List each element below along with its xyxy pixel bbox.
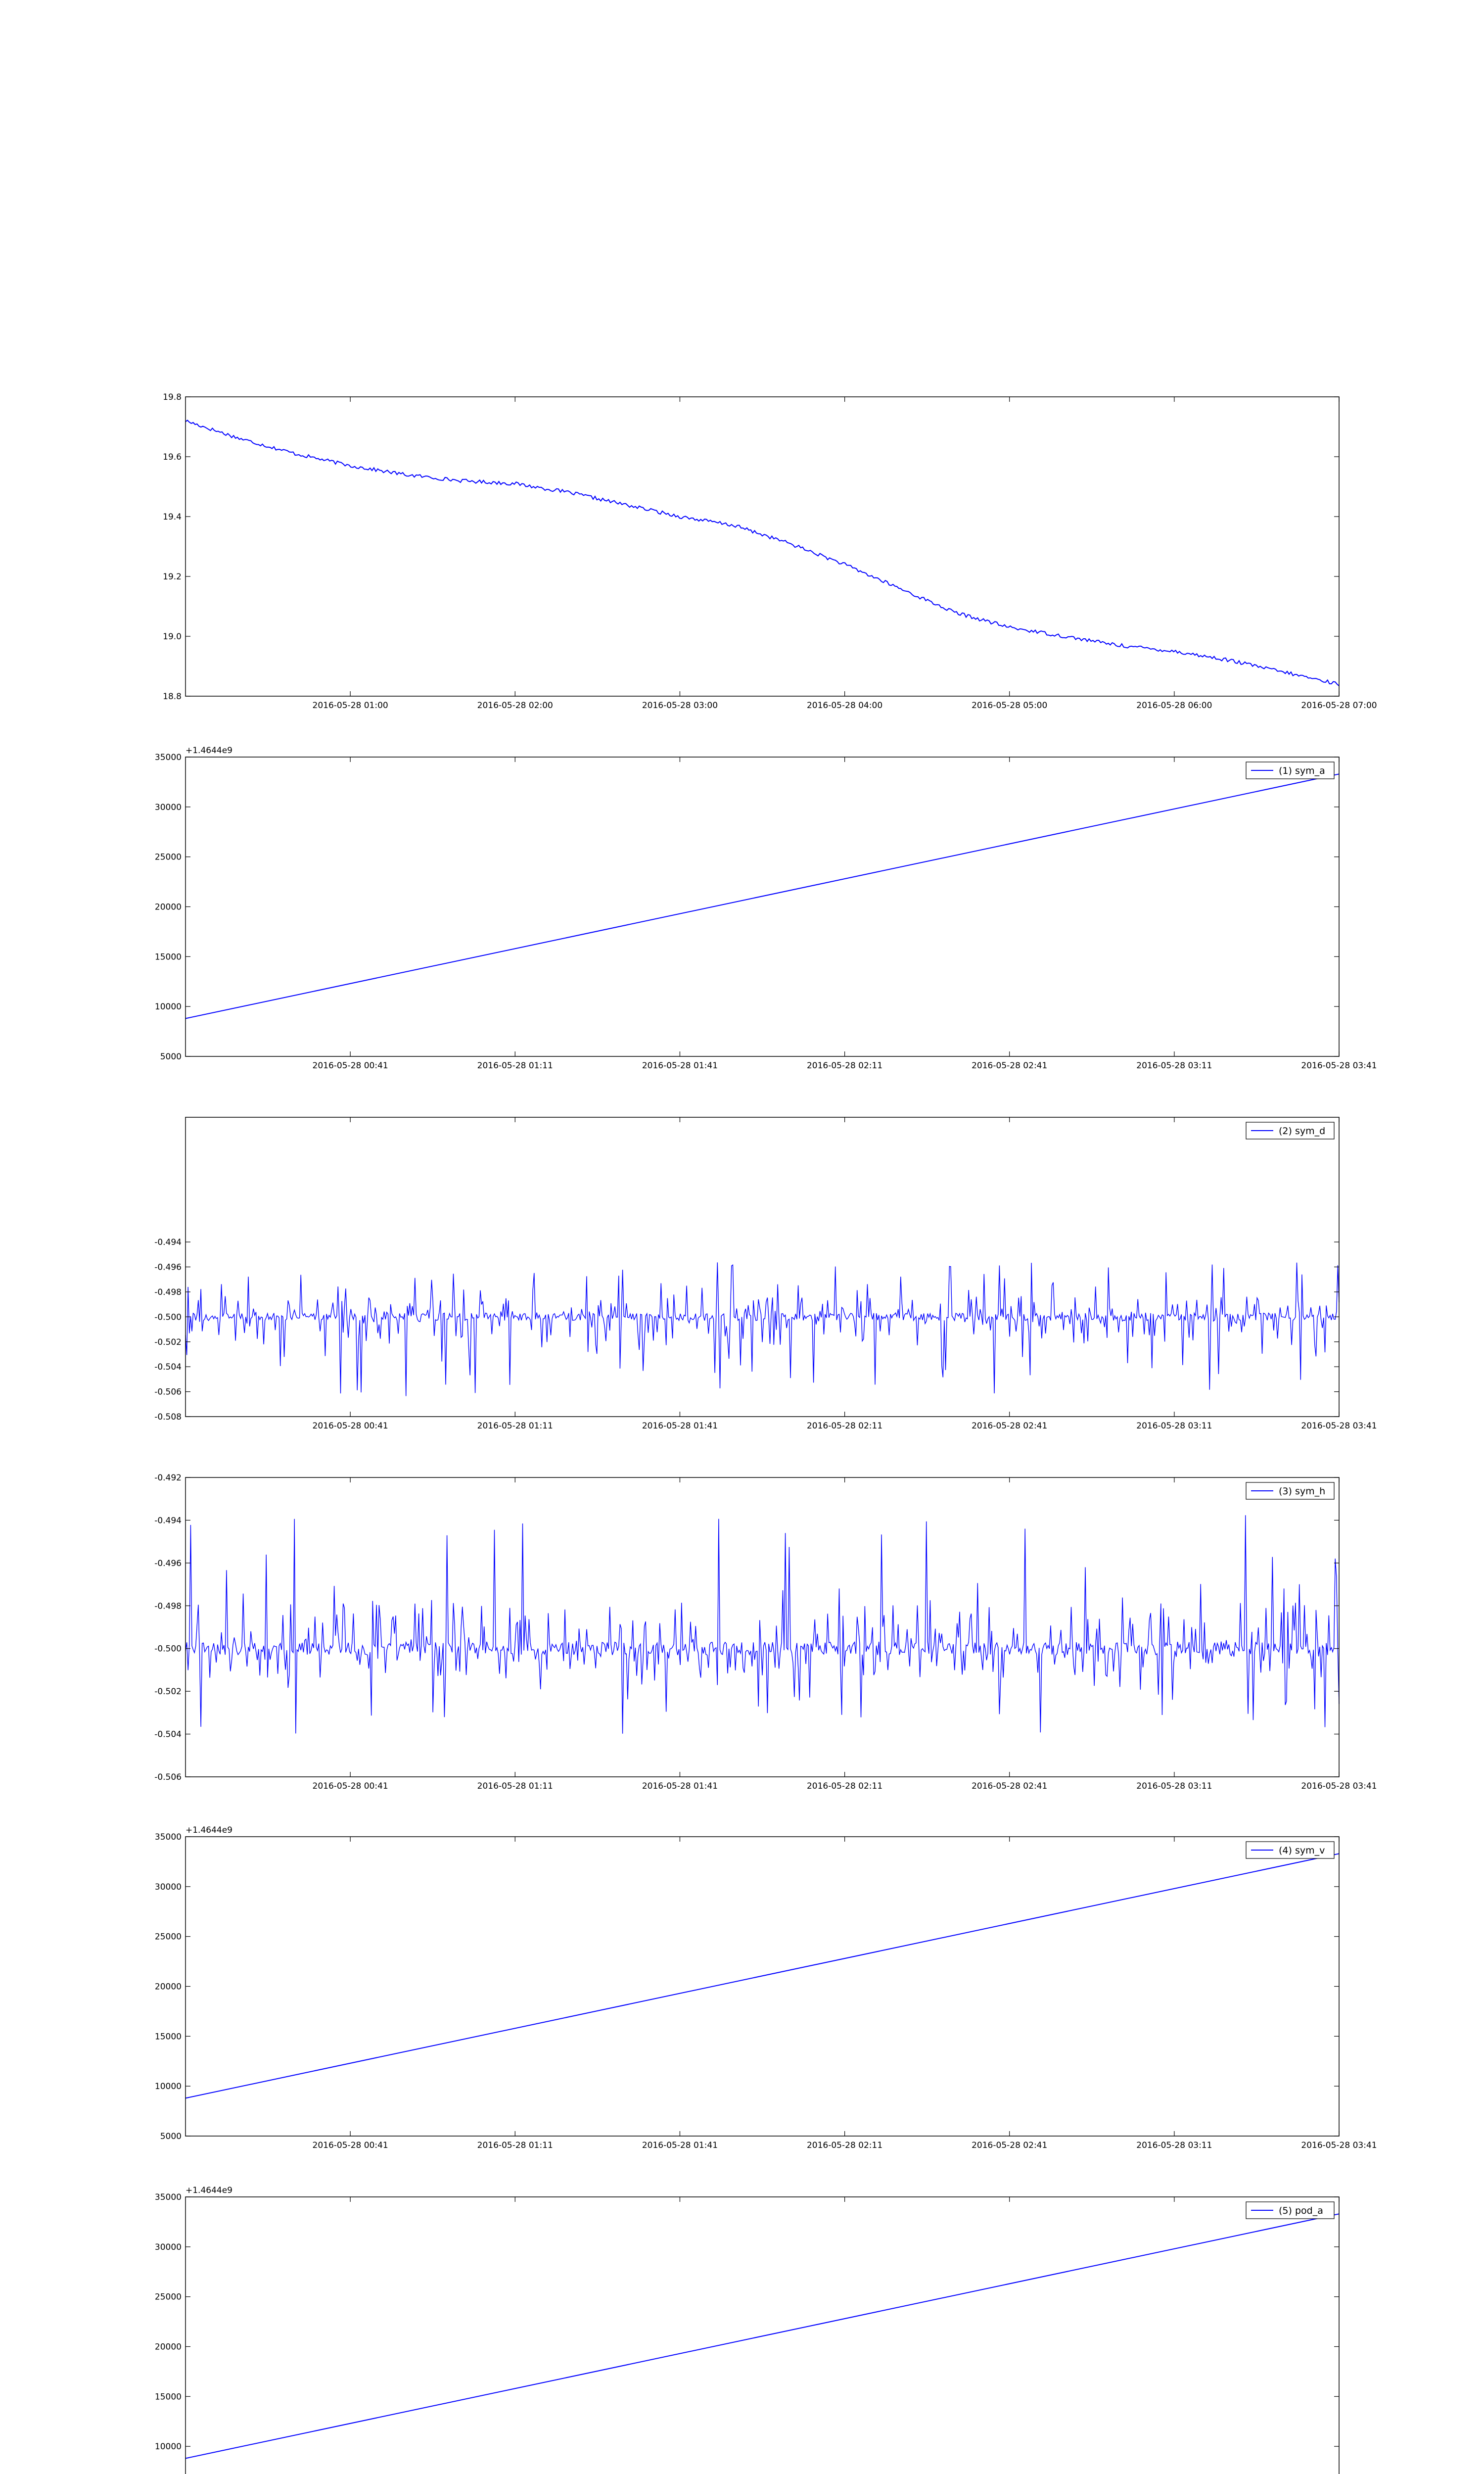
- y-tick-label: 19.4: [163, 512, 182, 522]
- x-tick-label: 2016-05-28 03:41: [1301, 1781, 1377, 1791]
- x-tick-label: 2016-05-28 02:41: [972, 1421, 1048, 1431]
- x-tick-label: 2016-05-28 01:11: [477, 1421, 553, 1431]
- x-tick-label: 2016-05-28 03:11: [1136, 1781, 1212, 1791]
- x-axis: [313, 1837, 1377, 2150]
- x-tick-label: 2016-05-28 00:41: [312, 1421, 388, 1431]
- y-axis: [155, 753, 1339, 1062]
- axes-frame: [186, 2197, 1339, 2474]
- legend-label: (1) sym_a: [1279, 765, 1325, 776]
- series-line: [186, 1515, 1339, 1734]
- x-tick-label: 2016-05-28 01:41: [642, 1421, 718, 1431]
- x-tick-label: 2016-05-28 02:11: [806, 1061, 883, 1071]
- y-tick-label: 25000: [154, 852, 182, 862]
- offset-label: +1.4644e9: [186, 1825, 233, 1835]
- y-tick-label: 19.8: [163, 392, 182, 402]
- x-tick-label: 2016-05-28 02:41: [972, 1781, 1048, 1791]
- y-axis: [163, 392, 1339, 702]
- axes-frame: [186, 1477, 1339, 1777]
- y-tick-label: -0.506: [154, 1387, 182, 1397]
- legend: [1246, 762, 1334, 779]
- y-tick-label: 35000: [154, 1832, 182, 1842]
- y-tick-label: -0.506: [154, 1772, 182, 1782]
- x-axis: [313, 2197, 1377, 2474]
- y-tick-label: 10000: [154, 1002, 182, 1012]
- y-tick-label: 20000: [154, 1982, 182, 1992]
- y-axis: [154, 1237, 1339, 1422]
- y-tick-label: 15000: [154, 2032, 182, 2042]
- y-tick-label: 30000: [154, 1882, 182, 1892]
- y-tick-label: 18.8: [163, 692, 182, 702]
- x-tick-label: 2016-05-28 01:00: [312, 701, 388, 711]
- offset-label: +1.4644e9: [186, 746, 233, 756]
- y-tick-label: -0.502: [154, 1337, 182, 1347]
- legend-label: (4) sym_v: [1279, 1845, 1325, 1856]
- x-tick-label: 2016-05-28 05:00: [972, 701, 1048, 711]
- y-tick-label: 5000: [160, 1052, 182, 1062]
- x-tick-label: 2016-05-28 01:11: [477, 2141, 553, 2150]
- series-path: [186, 774, 1339, 1018]
- y-tick-label: 19.0: [163, 632, 182, 642]
- x-tick-label: 2016-05-28 03:41: [1301, 1061, 1377, 1071]
- y-tick-label: -0.498: [154, 1601, 182, 1612]
- x-tick-label: 2016-05-28 03:11: [1136, 1061, 1212, 1071]
- x-tick-label: 2016-05-28 02:00: [477, 701, 553, 711]
- y-tick-label: 15000: [154, 952, 182, 962]
- legend: [1246, 1122, 1334, 1139]
- y-tick-label: -0.502: [154, 1687, 182, 1697]
- x-tick-label: 2016-05-28 02:11: [806, 1421, 883, 1431]
- y-tick-label: 5000: [160, 2132, 182, 2141]
- panel-2: [155, 746, 1377, 1071]
- y-tick-label: -0.494: [154, 1237, 182, 1248]
- series-path: [186, 1854, 1339, 2098]
- legend-label: (5) pod_a: [1279, 2205, 1323, 2216]
- series-path: [186, 1515, 1339, 1734]
- axes-frame: [186, 757, 1339, 1056]
- x-axis: [313, 1477, 1377, 1791]
- x-tick-label: 2016-05-28 03:41: [1301, 2141, 1377, 2150]
- x-axis: [313, 757, 1377, 1071]
- panel-6: [155, 2186, 1377, 2474]
- series-path: [186, 1262, 1339, 1396]
- x-tick-label: 2016-05-28 01:11: [477, 1781, 553, 1791]
- x-tick-label: 2016-05-28 07:00: [1301, 701, 1377, 711]
- x-tick-label: 2016-05-28 01:11: [477, 1061, 553, 1071]
- axes-frame: [186, 1837, 1339, 2136]
- x-tick-label: 2016-05-28 02:41: [972, 1061, 1048, 1071]
- legend-label: (2) sym_d: [1279, 1126, 1326, 1137]
- y-tick-label: 20000: [154, 2342, 182, 2352]
- x-tick-label: 2016-05-28 03:00: [642, 701, 718, 711]
- x-tick-label: 2016-05-28 03:11: [1136, 2141, 1212, 2150]
- series-line: [186, 774, 1339, 1018]
- y-tick-label: -0.504: [154, 1362, 182, 1373]
- y-tick-label: -0.498: [154, 1287, 182, 1297]
- y-tick-label: -0.504: [154, 1729, 182, 1740]
- y-tick-label: 20000: [154, 902, 182, 912]
- series-path: [186, 2214, 1339, 2458]
- y-axis: [155, 2192, 1339, 2474]
- y-axis: [155, 1832, 1339, 2141]
- x-tick-label: 2016-05-28 06:00: [1136, 701, 1212, 711]
- y-tick-label: -0.500: [154, 1644, 182, 1654]
- y-tick-label: 25000: [154, 2292, 182, 2302]
- y-tick-label: -0.494: [154, 1516, 182, 1526]
- panel-3: [154, 1117, 1377, 1431]
- x-tick-label: 2016-05-28 01:41: [642, 1781, 718, 1791]
- panel-4: [154, 1473, 1377, 1791]
- series-path: [186, 420, 1339, 686]
- x-axis: [313, 1117, 1377, 1431]
- y-tick-label: 10000: [154, 2442, 182, 2452]
- legend-label: (3) sym_h: [1279, 1486, 1326, 1497]
- offset-label: +1.4644e9: [186, 2186, 233, 2195]
- panel-1: [163, 392, 1377, 711]
- y-tick-label: 30000: [154, 802, 182, 812]
- legend: [1246, 1842, 1334, 1858]
- y-tick-label: 25000: [154, 1932, 182, 1942]
- x-tick-label: 2016-05-28 02:11: [806, 2141, 883, 2150]
- x-tick-label: 2016-05-28 00:41: [312, 1061, 388, 1071]
- y-tick-label: -0.500: [154, 1312, 182, 1323]
- y-tick-label: -0.508: [154, 1412, 182, 1422]
- y-tick-label: -0.496: [154, 1262, 182, 1273]
- y-tick-label: -0.492: [154, 1473, 182, 1483]
- y-tick-label: 15000: [154, 2392, 182, 2402]
- x-tick-label: 2016-05-28 01:41: [642, 2141, 718, 2150]
- y-tick-label: 10000: [154, 2082, 182, 2092]
- series-line: [186, 1854, 1339, 2098]
- x-tick-label: 2016-05-28 03:41: [1301, 1421, 1377, 1431]
- x-tick-label: 2016-05-28 04:00: [806, 701, 883, 711]
- x-tick-label: 2016-05-28 00:41: [312, 2141, 388, 2150]
- axes-frame: [186, 1117, 1339, 1417]
- y-tick-label: 35000: [154, 2192, 182, 2202]
- y-tick-label: 30000: [154, 2242, 182, 2252]
- y-tick-label: 19.2: [163, 572, 182, 582]
- x-tick-label: 2016-05-28 01:41: [642, 1061, 718, 1071]
- x-tick-label: 2016-05-28 02:11: [806, 1781, 883, 1791]
- x-tick-label: 2016-05-28 03:11: [1136, 1421, 1212, 1431]
- series-line: [186, 2214, 1339, 2458]
- legend: [1246, 2202, 1334, 2219]
- y-tick-label: 19.6: [163, 452, 182, 462]
- panel-5: [155, 1825, 1377, 2150]
- x-tick-label: 2016-05-28 02:41: [972, 2141, 1048, 2150]
- y-tick-label: -0.496: [154, 1558, 182, 1569]
- legend: [1246, 1482, 1334, 1499]
- series-line: [186, 420, 1339, 686]
- x-axis: [313, 397, 1377, 711]
- x-tick-label: 2016-05-28 00:41: [312, 1781, 388, 1791]
- y-tick-label: 35000: [154, 753, 182, 762]
- series-line: [186, 1262, 1339, 1396]
